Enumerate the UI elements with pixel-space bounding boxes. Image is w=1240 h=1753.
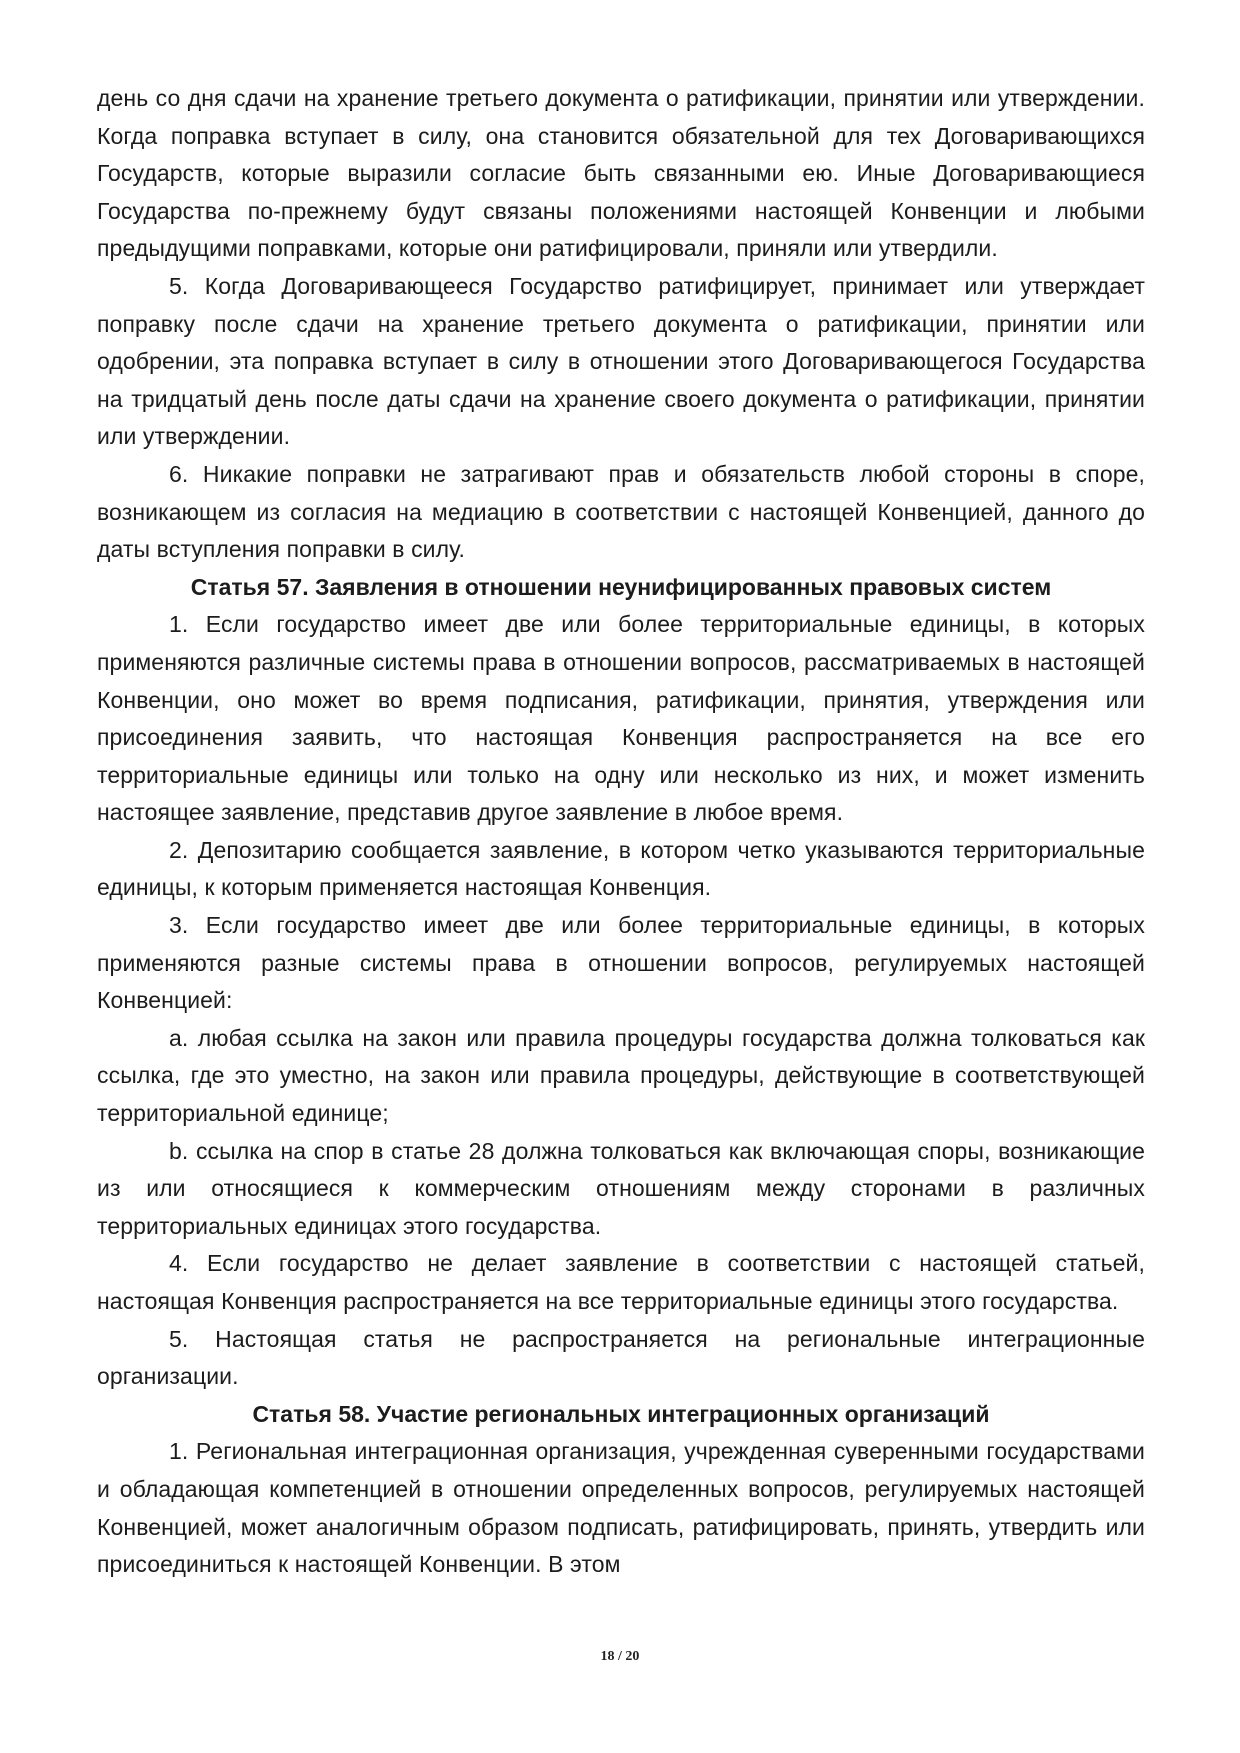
article-58-paragraph-1: 1. Региональная интеграционная организация, учрежденная суверенными государствами и обладающая компетенцией в отношении определенных вопросов, регулируемых настоящей Конвенцией, может аналогичным образом подписать, ратифицировать, принять, утвердить или присоединиться к настоящей Конвенции. В этом (97, 1438, 1145, 1578)
article-57-paragraph-1: 1. Если государство имеет две или более территориальные единицы, в которых применяются различные системы права в отношении вопросов, рассматриваемых в настоящей Конвенции, оно может во время подписания, ратификации, принятия, утверждения или присоединения заявить, что настоящая Конвенция распространяется на все его территориальные единицы или только на одну или несколько из них, и может изменить настоящее заявление, представив другое заявление в любое время. (97, 611, 1145, 826)
paragraph-5: 5. Когда Договаривающееся Государство ратифицирует, принимает или утверждает поправку после сдачи на хранение третьего документа о ратификации, принятии или одобрении, эта поправка вступает в силу в отношении этого Договаривающегося Государства на тридцатый день после даты сдачи на хранение своего документа о ратификации, принятии или утверждении. (97, 272, 1145, 450)
paragraph-continuation: день со дня сдачи на хранение третьего документа о ратификации, принятии или утверждении. Когда поправка вступает в силу, она становится обязательной для тех Договаривающихся Государств, которые выразили согласие быть связанными ею. Иные Договаривающиеся Государства по-прежнему будут связаны положениями настоящей Конвенции и любыми предыдущими поправками, которые они ратифицировали, приняли или утвердили. (97, 85, 1145, 262)
article-57-heading: Статья 57. Заявления в отношении неунифицированных правовых систем (190, 573, 1052, 600)
article-58-heading: Статья 58. Участие региональных интеграционных организаций (252, 1400, 990, 1427)
paragraph-6: 6. Никакие поправки не затрагивают прав и обязательств любой стороны в споре, возникающем из согласия на медиацию в соответствии с настоящей Конвенцией, данного до даты вступления поправки в силу. (97, 460, 1145, 563)
article-57-paragraph-3: 3. Если государство имеет две или более территориальные единицы, в которых применяются разные системы права в отношении вопросов, регулируемых настоящей Конвенцией: (97, 912, 1145, 1014)
article-57-paragraph-4: 4. Если государство не делает заявление в соответствии с настоящей статьей, настоящая Конвенция распространяется на все территориальные единицы этого государства. (97, 1250, 1145, 1314)
article-57-paragraph-5: 5. Настоящая статья не распространяется на региональные интеграционные организации. (97, 1325, 1145, 1390)
document-body (97, 80, 1145, 1584)
article-57-paragraph-2: 2. Депозитарию сообщается заявление, в котором четко указываются территориальные единицы, к которым применяется настоящая Конвенция. (97, 836, 1145, 901)
article-57-item-a: a. любая ссылка на закон или правила процедуры государства должна толковаться как ссылка, где это уместно, на закон или правила процедуры, действующие в соответствующей территориальной единице; (97, 1024, 1145, 1127)
article-57-item-b: b. ссылка на спор в статье 28 должна толковаться как включающая споры, возникающие из или относящиеся к коммерческим отношениям между сторонами в различных территориальных единицах этого государства. (97, 1137, 1145, 1239)
page-number: 18 / 20 (600, 1649, 640, 1664)
